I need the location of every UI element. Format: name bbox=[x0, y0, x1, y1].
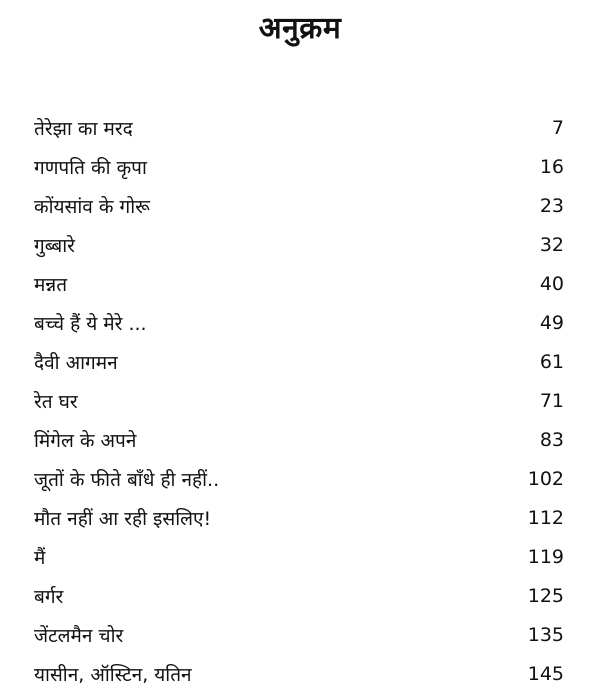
toc-entry-title: मन्नत bbox=[34, 273, 68, 296]
toc-entry-page: 145 bbox=[527, 662, 564, 685]
toc-entry-title: बच्चे हैं ये मेरे ... bbox=[34, 312, 147, 335]
toc-entry[interactable] bbox=[34, 303, 564, 342]
toc-entry-page: 32 bbox=[539, 233, 564, 256]
toc-entry-page: 83 bbox=[539, 428, 564, 451]
toc-entry-title: मिंगेल के अपने bbox=[34, 429, 137, 452]
toc-entry[interactable] bbox=[34, 420, 564, 459]
toc-entry-title: कोंयसांव के गोरू bbox=[34, 195, 150, 218]
table-of-contents bbox=[34, 108, 564, 693]
page-title: अनुक्रम bbox=[258, 11, 342, 46]
toc-entry[interactable] bbox=[34, 186, 564, 225]
toc-entry[interactable] bbox=[34, 264, 564, 303]
toc-entry-page: 71 bbox=[539, 389, 564, 412]
toc-entry-title: तेरेझा का मरद bbox=[34, 117, 133, 140]
toc-entry-page: 40 bbox=[539, 272, 564, 295]
toc-entry-title: जेंटलमैन चोर bbox=[34, 624, 124, 647]
toc-entry-page: 49 bbox=[539, 311, 564, 334]
toc-entry-title: जूतों के फीते बाँधे ही नहीं.. bbox=[34, 468, 220, 491]
toc-entry-page: 102 bbox=[527, 467, 564, 490]
toc-entry-page: 16 bbox=[539, 155, 564, 178]
toc-entry[interactable] bbox=[34, 108, 564, 147]
toc-entry[interactable] bbox=[34, 498, 564, 537]
toc-entry-page: 23 bbox=[539, 194, 564, 217]
toc-entry-page: 119 bbox=[527, 545, 564, 568]
toc-entry-title: रेत घर bbox=[34, 390, 78, 413]
toc-entry[interactable] bbox=[34, 654, 564, 693]
toc-entry-page: 125 bbox=[527, 584, 564, 607]
toc-entry[interactable] bbox=[34, 381, 564, 420]
toc-entry-title: बर्गर bbox=[34, 585, 64, 608]
toc-entry-title: यासीन, ऑस्टिन, यतिन bbox=[34, 663, 192, 686]
toc-entry[interactable] bbox=[34, 459, 564, 498]
toc-entry-title: मैं bbox=[34, 546, 46, 569]
toc-entry[interactable] bbox=[34, 147, 564, 186]
toc-entry-page: 112 bbox=[527, 506, 564, 529]
toc-entry-page: 135 bbox=[527, 623, 564, 646]
toc-entry-title: गणपति की कृपा bbox=[34, 156, 147, 179]
toc-entry[interactable] bbox=[34, 537, 564, 576]
toc-entry[interactable] bbox=[34, 342, 564, 381]
toc-entry-title: मौत नहीं आ रही इसलिए! bbox=[34, 507, 212, 530]
toc-entry-page: 61 bbox=[539, 350, 564, 373]
toc-entry-page: 7 bbox=[551, 116, 564, 139]
toc-entry-title: गुब्बारे bbox=[34, 234, 75, 257]
toc-entry[interactable] bbox=[34, 225, 564, 264]
toc-entry-title: दैवी आगमन bbox=[34, 351, 118, 374]
toc-entry[interactable] bbox=[34, 615, 564, 654]
toc-entry[interactable] bbox=[34, 576, 564, 615]
